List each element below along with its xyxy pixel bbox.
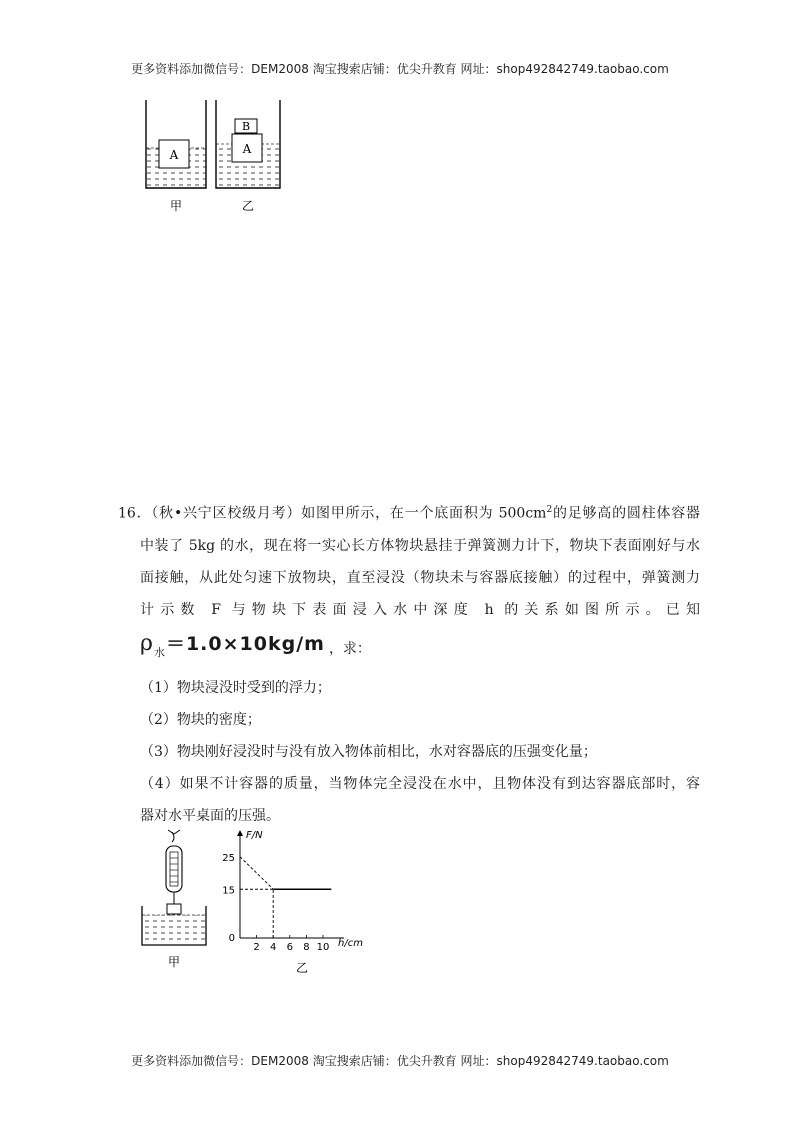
formula-rho: ρ [140, 631, 154, 657]
page-header: 更多资料添加微信号：DEM2008 淘宝搜索店铺：优尖升教育 网址：shop492842749.taobao.com [131, 62, 669, 76]
caption-jia-bottom: 甲 [167, 955, 181, 969]
question-line-2: 中装了 5kg 的水，现在将一实心长方体物块悬挂于弹簧测力计下，物块下表面刚好与水 [140, 537, 700, 554]
formula-body: ＝1.0×10kg/m [165, 633, 325, 656]
x-tick-label: 8 [303, 942, 310, 953]
x-tick-label: 4 [270, 942, 277, 953]
caption-yi-top: 乙 [241, 199, 255, 213]
figure-bottom-svg [136, 828, 376, 978]
sub-question-3: （3）物块刚好浸没时与没有放入物体前相比，水对容器底的压强变化量； [140, 743, 597, 760]
question-line-1 [118, 494, 700, 530]
sub-question-2: （2）物块的密度； [140, 711, 261, 728]
question-number: 16． [118, 505, 152, 522]
graph-f-vs-h [222, 830, 363, 953]
series-line [240, 857, 273, 890]
sub-question-4: （4）如果不计容器的质量，当物体完全浸没在水中，且物体没有到达容器底部时，容 [140, 775, 700, 792]
formula-tail: ，求： [328, 640, 371, 657]
y-axis-label: F/N [246, 830, 263, 841]
beaker-left [146, 100, 206, 188]
sub-question-1: （1）物块浸没时受到的浮力； [140, 679, 331, 696]
question-line-3: 面接触，从此处匀速下放物块，直至浸没（物块未与容器底接触）的过程中，弹簧测力 [140, 569, 700, 586]
origin-label: 0 [228, 933, 235, 944]
question-line-4: 计示数 F 与物块下表面浸入水中深度 h 的关系如图所示。已知 [140, 601, 700, 618]
question-source: （秋•兴宁区校级月考） [151, 505, 302, 522]
figure-bottom [136, 828, 376, 978]
x-tick-label: 10 [316, 942, 330, 953]
page-footer: 更多资料添加微信号：DEM2008 淘宝搜索店铺：优尖升教育 网址：shop492842749.taobao.com [131, 1054, 669, 1068]
question-text-1b: 的足够高的圆柱体容器 [552, 505, 700, 522]
beakers-top-svg [130, 98, 300, 218]
block-b-label: B [241, 120, 251, 133]
x-axis-label: h/cm [338, 938, 363, 949]
spring-scale [166, 830, 182, 914]
block-a-right-label: A [242, 142, 252, 156]
beaker-right [216, 100, 280, 188]
x-tick-label: 2 [253, 942, 260, 953]
sub-question-4-cont: 器对水平桌面的压强。 [140, 807, 280, 824]
y-tick-label: 15 [222, 885, 235, 897]
block-a-left-label: A [169, 148, 179, 162]
y-tick-label: 25 [222, 852, 235, 864]
x-tick-label: 6 [286, 942, 293, 953]
formula-sub: 水 [153, 646, 166, 660]
question-16 [118, 494, 700, 832]
density-formula [118, 626, 700, 672]
graph-lines [240, 857, 331, 938]
y-axis-arrow [237, 830, 243, 836]
question-text-1a: 如图甲所示，在一个底面积为 500cm [301, 505, 547, 522]
figure-beakers-top [130, 98, 300, 218]
caption-jia-top: 甲 [169, 199, 183, 213]
caption-yi-bottom: 乙 [295, 961, 309, 975]
superscript-2: 2 [546, 505, 553, 515]
formula [140, 628, 325, 669]
